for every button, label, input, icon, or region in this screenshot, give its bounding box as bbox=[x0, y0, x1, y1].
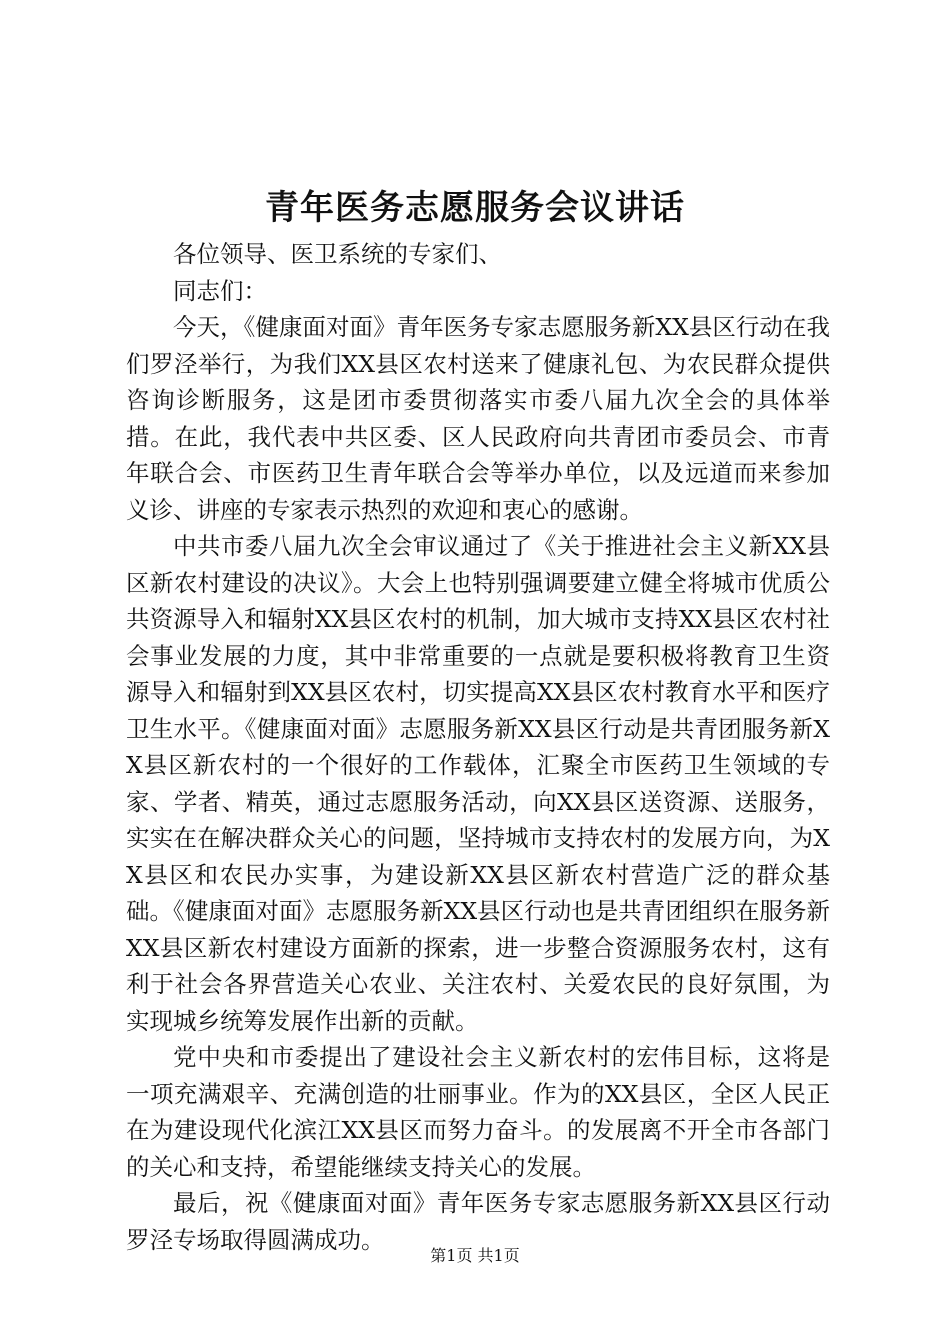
salutation-line: 同志们： bbox=[173, 276, 267, 305]
body-paragraph: 中共市委八届九次全会审议通过了《关于推进社会主义新XX县区新农村建设的决议》。大会上也特别强调要建立健全将城市优质公共资源导入和辐射XX县区农村的机制，加大城市支持XX县区农村社会事业发展的力度，其中非常重要的一点就是要积极将教育卫生资源导入和辐射到XX县区农村，切实提高XX县区农村教育水平和医疗卫生水平。《健康面对面》志愿服务新XX县区行动是共青团服务新XX县区新农村的一个很好的工作载体，汇聚全市医药卫生领域的专家、学者、精英，通过志愿服务活动，向XX县区送资源、送服务，实实在在解决群众关心的问题，坚持城市支持农村的发展方向，为XX县区和农民办实事，为建设新XX县区新农村营造广泛的群众基础。《健康面对面》志愿服务新XX县区行动也是共青团组织在服务新XX县区新农村建设方面新的探索，进一步整合资源服务农村，这有利于社会各界营造关心农业、关注农村、关爱农民的良好氛围，为实现城乡统筹发展作出新的贡献。 bbox=[126, 532, 830, 1035]
body-paragraph: 今天，《健康面对面》青年医务专家志愿服务新XX县区行动在我们罗泾举行，为我们XX县区农村送来了健康礼包、为农民群众提供咨询诊断服务，这是团市委贯彻落实市委八届九次全会的具体举措。在此，我代表中共区委、区人民政府向共青团市委员会、市青年联合会、市医药卫生青年联合会等举办单位，以及远道而来参加义诊、讲座的专家表示热烈的欢迎和衷心的感谢。 bbox=[126, 313, 830, 524]
document-title: 青年医务志愿服务会议讲话 bbox=[265, 188, 685, 228]
document-body bbox=[126, 236, 830, 1258]
salutation-line: 各位领导、医卫系统的专家们、 bbox=[173, 240, 502, 268]
body-paragraph: 最后，祝《健康面对面》青年医务专家志愿服务新XX县区行动罗泾专场取得圆满成功。 bbox=[126, 1189, 830, 1254]
body-paragraph: 党中央和市委提出了建设社会主义新农村的宏伟目标，这将是一项充满艰辛、充满创造的壮丽事业。作为的XX县区，全区人民正在为建设现代化滨江XX县区而努力奋斗。的发展离不开全市各部门的关心和支持，希望能继续支持关心的发展。 bbox=[126, 1043, 830, 1181]
page-number-footer: 第1页 共1页 bbox=[430, 1246, 520, 1265]
